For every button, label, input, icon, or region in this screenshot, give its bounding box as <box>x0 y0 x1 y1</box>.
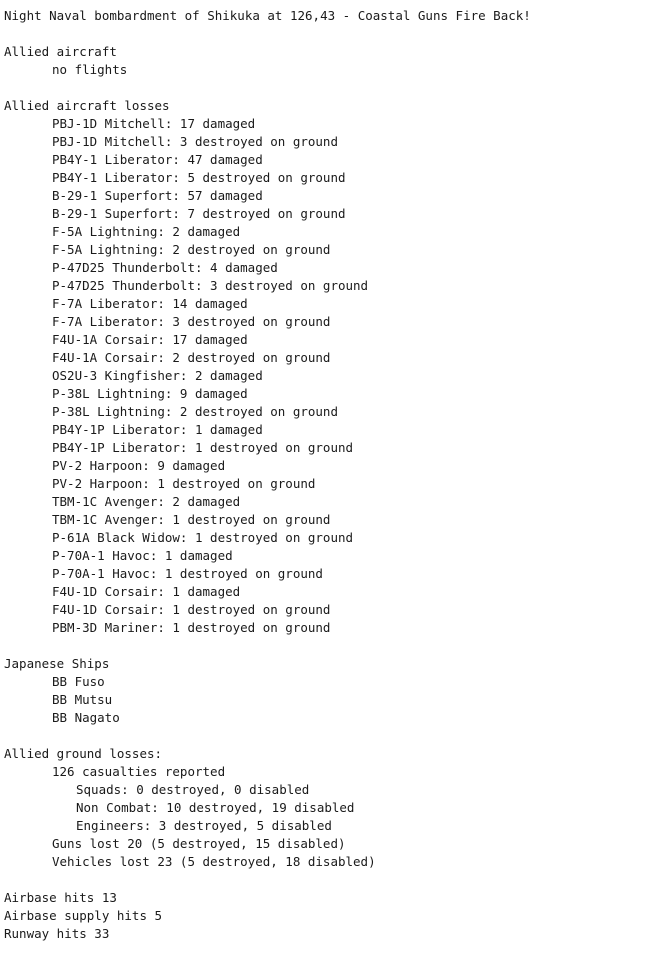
aircraft-loss-item: PV-2 Harpoon: 9 damaged <box>52 458 226 473</box>
runway-hits-line: Runway hits 33 <box>4 926 110 941</box>
allied-aircraft-losses-list <box>4 115 648 637</box>
ship-item: BB Mutsu <box>52 692 113 707</box>
aircraft-loss-item: PBM-3D Mariner: 1 destroyed on ground <box>52 620 331 635</box>
aircraft-loss-item: TBM-1C Avenger: 1 destroyed on ground <box>52 512 331 527</box>
japanese-ships-list <box>4 673 648 727</box>
aircraft-loss-item: P-70A-1 Havoc: 1 destroyed on ground <box>52 566 323 581</box>
aircraft-loss-item: P-70A-1 Havoc: 1 damaged <box>52 548 233 563</box>
allied-aircraft-heading: Allied aircraft <box>4 44 117 59</box>
spacer <box>4 637 648 655</box>
spacer <box>4 25 648 43</box>
allied-aircraft-losses-heading: Allied aircraft losses <box>4 98 170 113</box>
aircraft-loss-item: PB4Y-1 Liberator: 47 damaged <box>52 152 263 167</box>
aircraft-loss-item: F4U-1D Corsair: 1 destroyed on ground <box>52 602 331 617</box>
casualty-breakdown-item: Engineers: 3 destroyed, 5 disabled <box>76 818 332 833</box>
aircraft-loss-item: F4U-1A Corsair: 17 damaged <box>52 332 248 347</box>
airbase-supply-hits-line: Airbase supply hits 5 <box>4 908 163 923</box>
spacer <box>4 727 648 745</box>
spacer <box>4 871 648 889</box>
report-title: Night Naval bombardment of Shikuka at 126,43 - Coastal Guns Fire Back! <box>4 8 531 23</box>
aircraft-loss-item: P-38L Lightning: 2 destroyed on ground <box>52 404 338 419</box>
allied-aircraft-list <box>4 61 648 79</box>
aircraft-loss-item: PBJ-1D Mitchell: 3 destroyed on ground <box>52 134 338 149</box>
aircraft-loss-item: F-5A Lightning: 2 destroyed on ground <box>52 242 331 257</box>
airbase-hits-line: Airbase hits 13 <box>4 890 117 905</box>
aircraft-loss-item: F-7A Liberator: 3 destroyed on ground <box>52 314 331 329</box>
casualty-breakdown-item: Squads: 0 destroyed, 0 disabled <box>76 782 310 797</box>
aircraft-loss-item: PB4Y-1P Liberator: 1 destroyed on ground <box>52 440 354 455</box>
aircraft-loss-item: P-61A Black Widow: 1 destroyed on ground <box>52 530 354 545</box>
aircraft-loss-item: B-29-1 Superfort: 57 damaged <box>52 188 263 203</box>
casualty-breakdown-list <box>4 781 648 835</box>
spacer <box>4 79 648 97</box>
aircraft-loss-item: P-47D25 Thunderbolt: 4 damaged <box>52 260 278 275</box>
aircraft-loss-item: TBM-1C Avenger: 2 damaged <box>52 494 241 509</box>
aircraft-loss-item: PB4Y-1 Liberator: 5 destroyed on ground <box>52 170 346 185</box>
allied-aircraft-item: no flights <box>52 62 128 77</box>
aircraft-loss-item: P-47D25 Thunderbolt: 3 destroyed on ground <box>52 278 369 293</box>
aircraft-loss-item: PB4Y-1P Liberator: 1 damaged <box>52 422 263 437</box>
vehicles-lost-line: Vehicles lost 23 (5 destroyed, 18 disabled) <box>52 854 376 869</box>
aircraft-loss-item: F4U-1A Corsair: 2 destroyed on ground <box>52 350 331 365</box>
japanese-ships-heading: Japanese Ships <box>4 656 110 671</box>
aircraft-loss-item: P-38L Lightning: 9 damaged <box>52 386 248 401</box>
aircraft-loss-item: F4U-1D Corsair: 1 damaged <box>52 584 241 599</box>
allied-ground-losses-heading: Allied ground losses: <box>4 746 163 761</box>
aircraft-loss-item: F-7A Liberator: 14 damaged <box>52 296 248 311</box>
ship-item: BB Nagato <box>52 710 120 725</box>
casualties-line: 126 casualties reported <box>52 764 226 779</box>
aircraft-loss-item: PBJ-1D Mitchell: 17 damaged <box>52 116 256 131</box>
aircraft-loss-item: PV-2 Harpoon: 1 destroyed on ground <box>52 476 316 491</box>
aircraft-loss-item: F-5A Lightning: 2 damaged <box>52 224 241 239</box>
aircraft-loss-item: B-29-1 Superfort: 7 destroyed on ground <box>52 206 346 221</box>
aircraft-loss-item: OS2U-3 Kingfisher: 2 damaged <box>52 368 263 383</box>
casualty-breakdown-item: Non Combat: 10 destroyed, 19 disabled <box>76 800 355 815</box>
ship-item: BB Fuso <box>52 674 105 689</box>
guns-lost-line: Guns lost 20 (5 destroyed, 15 disabled) <box>52 836 346 851</box>
